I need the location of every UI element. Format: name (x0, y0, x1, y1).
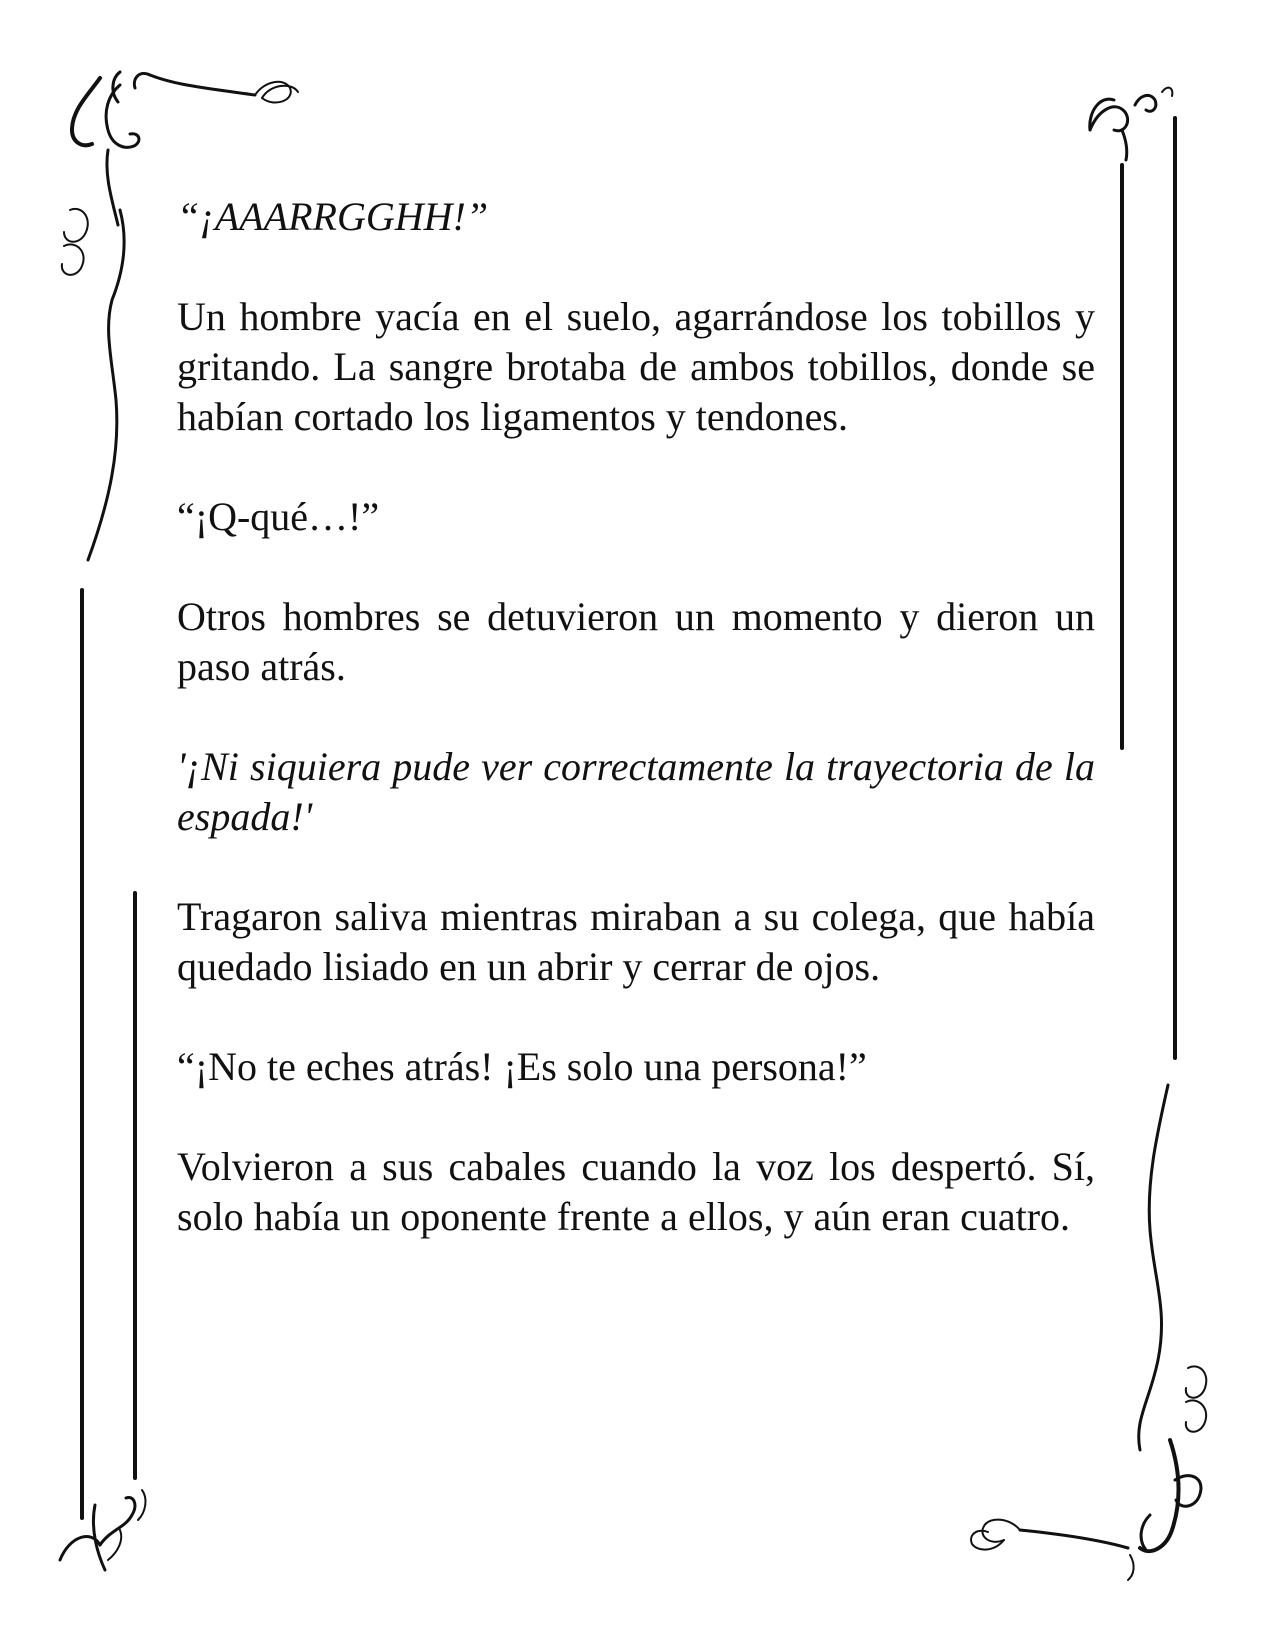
top-right-flourish (1090, 88, 1173, 160)
story-text (177, 192, 1095, 1292)
paragraph-came-to-senses: Volvieron a sus cabales cuando la voz los despertó. Sí, solo había un oponente frente a ellos, y aún eran cuatro. (177, 1144, 1095, 1239)
bottom-left-flourish (60, 1490, 145, 1570)
scream-line: “¡AAARRGGHH!” (177, 194, 489, 239)
paragraph-men-step-back: Otros hombres se detuvieron un momento y dieron un paso atrás. (177, 594, 1095, 689)
dialogue-what: “¡Q-qué…!” (177, 494, 380, 539)
paragraph-man-on-ground: Un hombre yacía en el suelo, agarrándose los tobillos y gritando. La sangre brotaba de ambos tobillos, donde se habían cortado los ligamentos y tendones. (177, 294, 1095, 439)
thought-sword-trajectory: '¡Ni siquiera pude ver correctamente la trayectoria de la espada!' (177, 744, 1095, 839)
paragraph-swallowed-saliva: Tragaron saliva mientras miraban a su colega, que había quedado lisiado en un abrir y cerrar de ojos. (177, 894, 1095, 989)
dialogue-dont-back-down: “¡No te eches atrás! ¡Es solo una persona!” (177, 1044, 867, 1089)
